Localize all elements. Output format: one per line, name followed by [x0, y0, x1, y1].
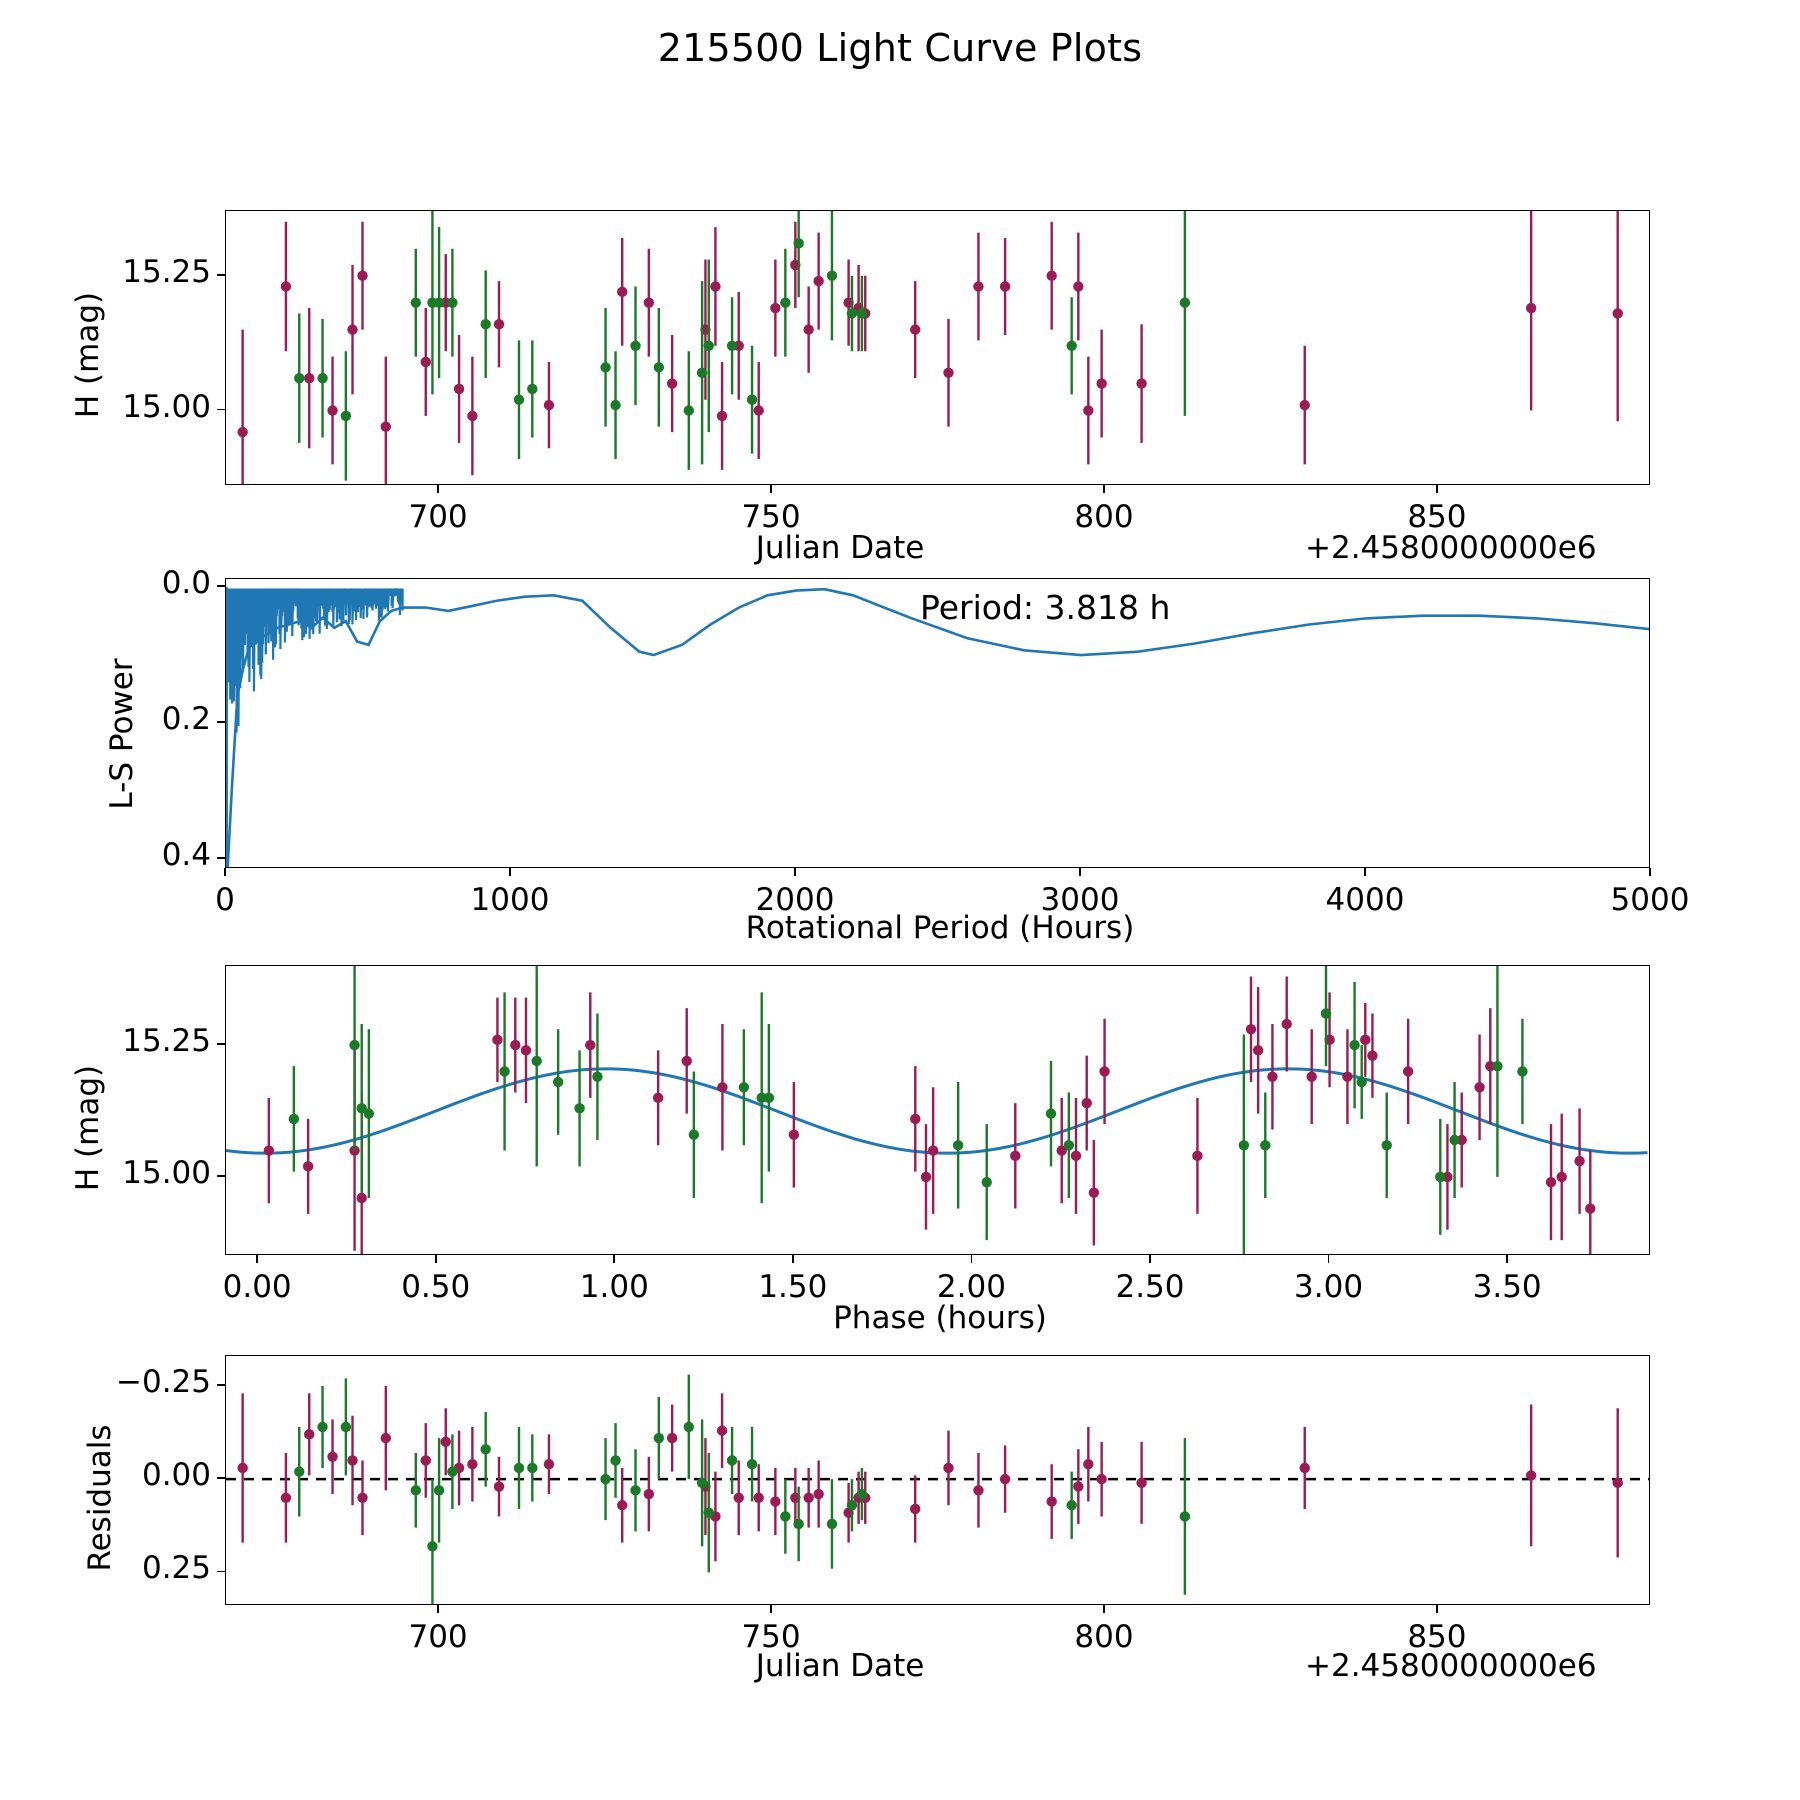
resid-survey-b-point: [684, 1422, 694, 1432]
lc-survey-a-point: [381, 421, 391, 431]
phased-survey-b-point: [349, 1040, 359, 1050]
resid-survey-a-point: [281, 1493, 291, 1503]
periodogram-xtick: [224, 868, 226, 876]
lc-survey-b-point: [447, 297, 457, 307]
lc-survey-a-point: [544, 400, 554, 410]
resid-survey-b-point: [527, 1463, 537, 1473]
lc-survey-a-point: [357, 271, 367, 281]
phased-survey-b-point: [982, 1177, 992, 1187]
phased-survey-a-point: [1192, 1151, 1202, 1161]
resid-survey-a-point: [734, 1493, 744, 1503]
phased-survey-b-point: [364, 1108, 374, 1118]
resid-survey-a-point: [467, 1459, 477, 1469]
resid-survey-a-point: [803, 1493, 813, 1503]
resid-survey-a-point: [494, 1481, 504, 1491]
resid-survey-a-point: [973, 1485, 983, 1495]
light-curve-xtick-label: 750: [741, 499, 801, 535]
resid-survey-a-point: [1136, 1478, 1146, 1488]
phased-xtick-label: 3.50: [1472, 1269, 1542, 1305]
resid-survey-b-point: [697, 1478, 707, 1488]
light-curve-data-layer: [226, 211, 1650, 485]
lc-survey-b-point: [341, 411, 351, 421]
lc-survey-a-point: [710, 281, 720, 291]
periodogram-xtick: [1079, 868, 1081, 876]
phased-survey-a-point: [1071, 1151, 1081, 1161]
phased-survey-a-point: [1360, 1035, 1370, 1045]
periodogram-xtick-label: 2000: [755, 882, 835, 918]
resid-survey-a-point: [441, 1437, 451, 1447]
phased-survey-b-point: [1435, 1172, 1445, 1182]
phased-survey-a-point: [1403, 1066, 1413, 1076]
phased-survey-a-point: [1585, 1203, 1595, 1213]
phased-ytick: [217, 1175, 225, 1177]
resid-survey-b-point: [434, 1485, 444, 1495]
lc-survey-a-point: [813, 276, 823, 286]
phased-survey-a-point: [1474, 1082, 1484, 1092]
lc-survey-b-point: [317, 373, 327, 383]
periodogram-xtick: [509, 868, 511, 876]
resid-survey-a-point: [1047, 1496, 1057, 1506]
residuals-xtick: [437, 1605, 439, 1613]
lc-survey-b-point: [527, 384, 537, 394]
residuals-xtick: [1103, 1605, 1105, 1613]
phased-survey-b-point: [1517, 1066, 1527, 1076]
phased-xtick: [613, 1255, 615, 1263]
light-curve-xtick: [1436, 485, 1438, 493]
resid-survey-b-point: [827, 1519, 837, 1529]
lc-survey-a-point: [494, 319, 504, 329]
periodogram-xtick-label: 3000: [1040, 882, 1120, 918]
lc-survey-a-point: [304, 373, 314, 383]
periodogram-ylabel: L-S Power: [104, 658, 140, 810]
resid-survey-b-point: [857, 1489, 867, 1499]
periodogram-xtick: [1364, 868, 1366, 876]
resid-survey-b-point: [630, 1485, 640, 1495]
phased-survey-b-point: [689, 1130, 699, 1140]
phased-survey-a-point: [653, 1093, 663, 1103]
phased-xtick: [1506, 1255, 1508, 1263]
phased-survey-a-point: [1574, 1156, 1584, 1166]
resid-survey-a-point: [644, 1489, 654, 1499]
periodogram-xtick-label: 4000: [1325, 882, 1405, 918]
residuals-ytick-label: 0.00: [141, 1457, 211, 1494]
resid-survey-b-point: [514, 1463, 524, 1473]
lc-survey-a-point: [237, 427, 247, 437]
phased-survey-b-point: [953, 1140, 963, 1150]
light-curve-x-offset: +2.4580000000e6: [1305, 530, 1597, 566]
lc-survey-a-point: [644, 297, 654, 307]
lc-survey-a-point: [1096, 378, 1106, 388]
resid-survey-a-point: [421, 1455, 431, 1465]
phased-survey-a-point: [789, 1130, 799, 1140]
phased-data-layer: [226, 966, 1650, 1255]
light-curve-ytick-label: 15.00: [122, 388, 211, 425]
phased-xtick-label: 1.00: [579, 1269, 649, 1305]
phased-survey-a-point: [1010, 1151, 1020, 1161]
phased-survey-b-point: [1046, 1108, 1056, 1118]
residuals-ytick: [217, 1384, 225, 1386]
phased-survey-a-point: [1246, 1024, 1256, 1034]
lc-survey-a-point: [1073, 281, 1083, 291]
phased-survey-a-point: [1099, 1066, 1109, 1076]
resid-survey-b-point: [847, 1500, 857, 1510]
phased-survey-a-point: [717, 1082, 727, 1092]
lc-survey-b-point: [1180, 297, 1190, 307]
phased-survey-a-point: [910, 1114, 920, 1124]
periodogram-ytick: [217, 857, 225, 859]
lc-survey-a-point: [973, 281, 983, 291]
lc-survey-a-point: [803, 324, 813, 334]
resid-survey-a-point: [943, 1463, 953, 1473]
resid-survey-a-point: [1083, 1459, 1093, 1469]
resid-survey-b-point: [294, 1466, 304, 1476]
resid-survey-b-point: [427, 1541, 437, 1551]
lc-survey-a-point: [347, 324, 357, 334]
phased-survey-a-point: [1557, 1172, 1567, 1182]
phased-survey-a-point: [510, 1040, 520, 1050]
residuals-ylabel: Residuals: [82, 1424, 118, 1572]
phased-survey-b-point: [1239, 1140, 1249, 1150]
resid-survey-a-point: [717, 1425, 727, 1435]
lc-survey-b-point: [654, 362, 664, 372]
phased-model-curve: [226, 1069, 1647, 1153]
period-annotation: Period: 3.818 h: [920, 588, 1171, 627]
residuals-xtick: [1436, 1605, 1438, 1613]
periodogram-ytick: [217, 585, 225, 587]
periodogram-xlabel: Rotational Period (Hours): [745, 910, 1135, 946]
lc-survey-a-point: [910, 324, 920, 334]
residuals-xtick-label: 750: [741, 1619, 801, 1655]
lc-survey-a-point: [754, 405, 764, 415]
resid-survey-a-point: [357, 1493, 367, 1503]
resid-survey-a-point: [1073, 1481, 1083, 1491]
resid-survey-a-point: [910, 1504, 920, 1514]
phased-survey-a-point: [928, 1145, 938, 1155]
periodogram-power-curve: [227, 589, 1650, 868]
resid-survey-b-point: [747, 1459, 757, 1469]
resid-survey-b-point: [610, 1455, 620, 1465]
periodogram-xtick-label: 1000: [470, 882, 550, 918]
residuals-ytick-label: 0.25: [141, 1550, 211, 1587]
resid-survey-b-point: [480, 1444, 490, 1454]
resid-survey-a-point: [544, 1459, 554, 1469]
phased-survey-b-point: [764, 1093, 774, 1103]
lc-survey-b-point: [411, 297, 421, 307]
phased-xtick: [435, 1255, 437, 1263]
phased-ytick-label: 15.25: [122, 1023, 211, 1060]
lc-survey-a-point: [281, 281, 291, 291]
lc-survey-a-point: [943, 368, 953, 378]
resid-survey-a-point: [1613, 1478, 1623, 1488]
phased-xtick-label: 0.50: [401, 1269, 471, 1305]
light-curve-ytick: [217, 409, 225, 411]
resid-survey-a-point: [770, 1496, 780, 1506]
resid-survey-a-point: [1526, 1470, 1536, 1480]
periodogram-xtick: [794, 868, 796, 876]
light-curve-ylabel: H (mag): [70, 291, 106, 419]
phased-survey-a-point: [1342, 1072, 1352, 1082]
phased-xtick-label: 3.00: [1294, 1269, 1364, 1305]
lc-survey-b-point: [747, 395, 757, 405]
lc-survey-b-point: [294, 373, 304, 383]
lc-survey-b-point: [847, 308, 857, 318]
residuals-xtick-label: 850: [1407, 1619, 1467, 1655]
light-curve-xtick-label: 700: [408, 499, 468, 535]
residuals-axes: [225, 1355, 1650, 1605]
lc-survey-b-point: [827, 271, 837, 281]
phased-survey-b-point: [1382, 1140, 1392, 1150]
light-curve-axes: [225, 210, 1650, 485]
phased-survey-a-point: [682, 1056, 692, 1066]
phased-survey-b-point: [289, 1114, 299, 1124]
phased-xtick-label: 2.00: [936, 1269, 1006, 1305]
resid-survey-b-point: [341, 1422, 351, 1432]
lc-survey-a-point: [454, 384, 464, 394]
resid-survey-a-point: [667, 1433, 677, 1443]
phased-survey-b-point: [1321, 1008, 1331, 1018]
phased-xtick: [792, 1255, 794, 1263]
light-curve-ytick: [217, 274, 225, 276]
phased-survey-a-point: [585, 1040, 595, 1050]
phased-survey-b-point: [739, 1082, 749, 1092]
phased-survey-a-point: [1282, 1019, 1292, 1029]
resid-survey-a-point: [1000, 1474, 1010, 1484]
residuals-xtick: [770, 1605, 772, 1613]
phased-survey-b-point: [1064, 1140, 1074, 1150]
light-curve-xtick-label: 800: [1074, 499, 1134, 535]
phased-survey-b-point: [574, 1103, 584, 1113]
residuals-data-layer: [226, 1356, 1650, 1605]
lc-survey-a-point: [327, 405, 337, 415]
phased-survey-a-point: [303, 1161, 313, 1171]
lc-survey-b-point: [600, 362, 610, 372]
phased-survey-a-point: [1546, 1177, 1556, 1187]
periodogram-ytick-label: 0.0: [161, 565, 211, 602]
phased-survey-a-point: [1253, 1045, 1263, 1055]
lc-survey-b-point: [704, 341, 714, 351]
resid-survey-b-point: [317, 1422, 327, 1432]
resid-survey-a-point: [237, 1463, 247, 1473]
residuals-ytick: [217, 1477, 225, 1479]
lc-survey-a-point: [1136, 378, 1146, 388]
phased-xtick-label: 2.50: [1115, 1269, 1185, 1305]
resid-survey-b-point: [780, 1511, 790, 1521]
lc-survey-b-point: [610, 400, 620, 410]
periodogram-xtick: [1649, 868, 1651, 876]
lc-survey-b-point: [684, 405, 694, 415]
resid-survey-b-point: [1180, 1511, 1190, 1521]
phased-survey-b-point: [1349, 1040, 1359, 1050]
lc-survey-a-point: [717, 411, 727, 421]
lc-survey-a-point: [1047, 271, 1057, 281]
periodogram-ytick-label: 0.4: [161, 836, 211, 873]
lc-survey-a-point: [467, 411, 477, 421]
resid-survey-a-point: [1300, 1463, 1310, 1473]
light-curve-xtick: [437, 485, 439, 493]
phased-survey-a-point: [264, 1145, 274, 1155]
lc-survey-b-point: [793, 238, 803, 248]
phased-xtick: [971, 1255, 973, 1263]
phased-survey-a-point: [521, 1045, 531, 1055]
phased-ytick: [217, 1043, 225, 1045]
phased-survey-b-point: [1357, 1077, 1367, 1087]
lc-survey-a-point: [770, 303, 780, 313]
phased-xtick-label: 1.50: [758, 1269, 828, 1305]
light-curve-xtick-label: 850: [1407, 499, 1467, 535]
phased-survey-b-point: [553, 1077, 563, 1087]
lc-survey-b-point: [434, 297, 444, 307]
phased-survey-a-point: [921, 1172, 931, 1182]
lc-survey-a-point: [1083, 405, 1093, 415]
phased-survey-b-point: [532, 1056, 542, 1066]
residuals-xtick-label: 800: [1074, 1619, 1134, 1655]
lc-survey-a-point: [667, 378, 677, 388]
lc-survey-b-point: [480, 319, 490, 329]
resid-survey-b-point: [447, 1466, 457, 1476]
lc-survey-a-point: [1000, 281, 1010, 291]
lc-survey-a-point: [1300, 400, 1310, 410]
periodogram-xtick-label: 5000: [1610, 882, 1690, 918]
lc-survey-a-point: [1613, 308, 1623, 318]
phased-survey-b-point: [1449, 1135, 1459, 1145]
phased-xtick-label: 0.00: [222, 1269, 292, 1305]
phased-survey-b-point: [592, 1072, 602, 1082]
phased-xtick: [256, 1255, 258, 1263]
phased-survey-a-point: [357, 1193, 367, 1203]
residuals-ytick: [217, 1571, 225, 1573]
resid-survey-a-point: [1096, 1474, 1106, 1484]
resid-survey-b-point: [1066, 1500, 1076, 1510]
periodogram-ytick: [217, 721, 225, 723]
phased-xtick: [1328, 1255, 1330, 1263]
phased-ylabel: H (mag): [70, 1064, 106, 1192]
resid-survey-b-point: [793, 1519, 803, 1529]
phased-survey-a-point: [1307, 1072, 1317, 1082]
lc-survey-b-point: [514, 395, 524, 405]
lc-survey-b-point: [697, 368, 707, 378]
lc-survey-b-point: [727, 341, 737, 351]
residuals-x-offset: +2.4580000000e6: [1305, 1648, 1597, 1684]
resid-survey-b-point: [600, 1474, 610, 1484]
light-curve-ytick-label: 15.25: [122, 253, 211, 290]
phased-xlabel: Phase (hours): [833, 1300, 1047, 1336]
resid-survey-b-point: [727, 1455, 737, 1465]
periodogram-ytick-label: 0.2: [161, 700, 211, 737]
resid-survey-b-point: [411, 1485, 421, 1495]
resid-survey-a-point: [381, 1433, 391, 1443]
phased-ytick-label: 15.00: [122, 1154, 211, 1191]
phased-xtick: [1149, 1255, 1151, 1263]
phased-survey-b-point: [1260, 1140, 1270, 1150]
lc-survey-b-point: [1066, 341, 1076, 351]
periodogram-xtick-label: 0: [215, 882, 235, 918]
resid-survey-a-point: [617, 1500, 627, 1510]
residuals-xtick-label: 700: [408, 1619, 468, 1655]
phased-survey-b-point: [1492, 1061, 1502, 1071]
light-curve-xlabel: Julian Date: [755, 530, 925, 566]
phased-survey-a-point: [1082, 1098, 1092, 1108]
resid-survey-a-point: [813, 1489, 823, 1499]
lc-survey-b-point: [630, 341, 640, 351]
light-curve-xtick: [770, 485, 772, 493]
phased-survey-a-point: [1367, 1050, 1377, 1060]
lc-survey-a-point: [617, 287, 627, 297]
lc-survey-b-point: [857, 308, 867, 318]
resid-survey-b-point: [654, 1433, 664, 1443]
resid-survey-a-point: [754, 1493, 764, 1503]
phased-survey-b-point: [499, 1066, 509, 1076]
phased-survey-a-point: [1267, 1072, 1277, 1082]
lc-survey-a-point: [1526, 303, 1536, 313]
lc-survey-a-point: [421, 357, 431, 367]
phased-survey-a-point: [1089, 1188, 1099, 1198]
residuals-ytick-label: −0.25: [116, 1363, 211, 1400]
resid-survey-a-point: [327, 1452, 337, 1462]
residuals-xlabel: Julian Date: [755, 1648, 925, 1684]
phased-survey-a-point: [492, 1035, 502, 1045]
light-curve-xtick: [1103, 485, 1105, 493]
resid-survey-a-point: [304, 1429, 314, 1439]
resid-survey-a-point: [347, 1455, 357, 1465]
phased-axes: [225, 965, 1650, 1255]
lc-survey-b-point: [780, 297, 790, 307]
resid-survey-b-point: [704, 1508, 714, 1518]
page-title: 215500 Light Curve Plots: [657, 26, 1143, 70]
